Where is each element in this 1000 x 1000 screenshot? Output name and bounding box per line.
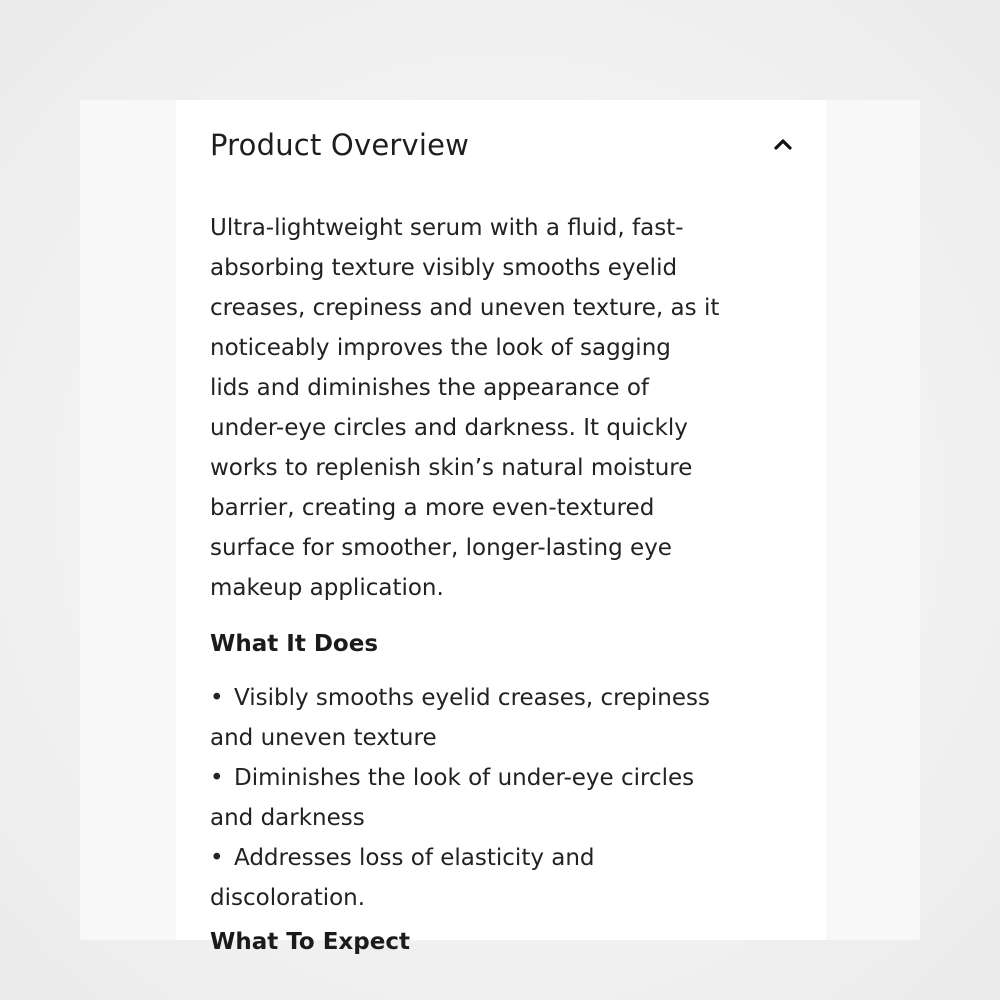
list-item: [210, 838, 800, 918]
description-line: under-eye circles and darkness. It quickly: [210, 415, 688, 441]
benefits-list: [210, 678, 800, 918]
product-overview-content: [210, 208, 800, 918]
description-line: lids and diminishes the appearance of: [210, 375, 650, 401]
description-line: surface for smoother, longer-lasting eye: [210, 535, 672, 561]
product-description: [210, 208, 800, 608]
what-it-does-heading: What It Does: [210, 631, 379, 657]
chevron-up-icon: [766, 128, 800, 162]
list-item: [210, 678, 800, 758]
bullet-icon: •: [210, 685, 224, 711]
list-item-line: [210, 758, 800, 798]
product-overview-header[interactable]: [210, 120, 800, 176]
collapse-button[interactable]: [766, 128, 800, 162]
list-item-line: discoloration.: [210, 885, 366, 911]
description-line: makeup application.: [210, 575, 444, 601]
next-section-heading: What To Expect: [210, 929, 410, 955]
description-line: noticeably improves the look of sagging: [210, 335, 671, 361]
description-line: absorbing texture visibly smooths eyelid: [210, 255, 678, 281]
product-overview-panel: [176, 100, 826, 955]
list-item: [210, 758, 800, 838]
list-item-line: and uneven texture: [210, 725, 437, 751]
list-item-text: Addresses loss of elasticity and: [234, 845, 595, 871]
list-item-line: [210, 838, 800, 878]
description-line: creases, crepiness and uneven texture, as it: [210, 295, 720, 321]
list-item-text: Diminishes the look of under-eye circles: [234, 765, 695, 791]
description-line: barrier, creating a more even-textured: [210, 495, 655, 521]
list-item-line: and darkness: [210, 805, 365, 831]
bullet-icon: •: [210, 845, 224, 871]
description-line: Ultra-lightweight serum with a fluid, fast-: [210, 215, 684, 241]
description-line: works to replenish skin’s natural moisture: [210, 455, 693, 481]
bullet-icon: •: [210, 765, 224, 791]
section-title: Product Overview: [210, 128, 470, 162]
list-item-line: [210, 678, 800, 718]
list-item-text: Visibly smooths eyelid creases, crepiness: [234, 685, 710, 711]
